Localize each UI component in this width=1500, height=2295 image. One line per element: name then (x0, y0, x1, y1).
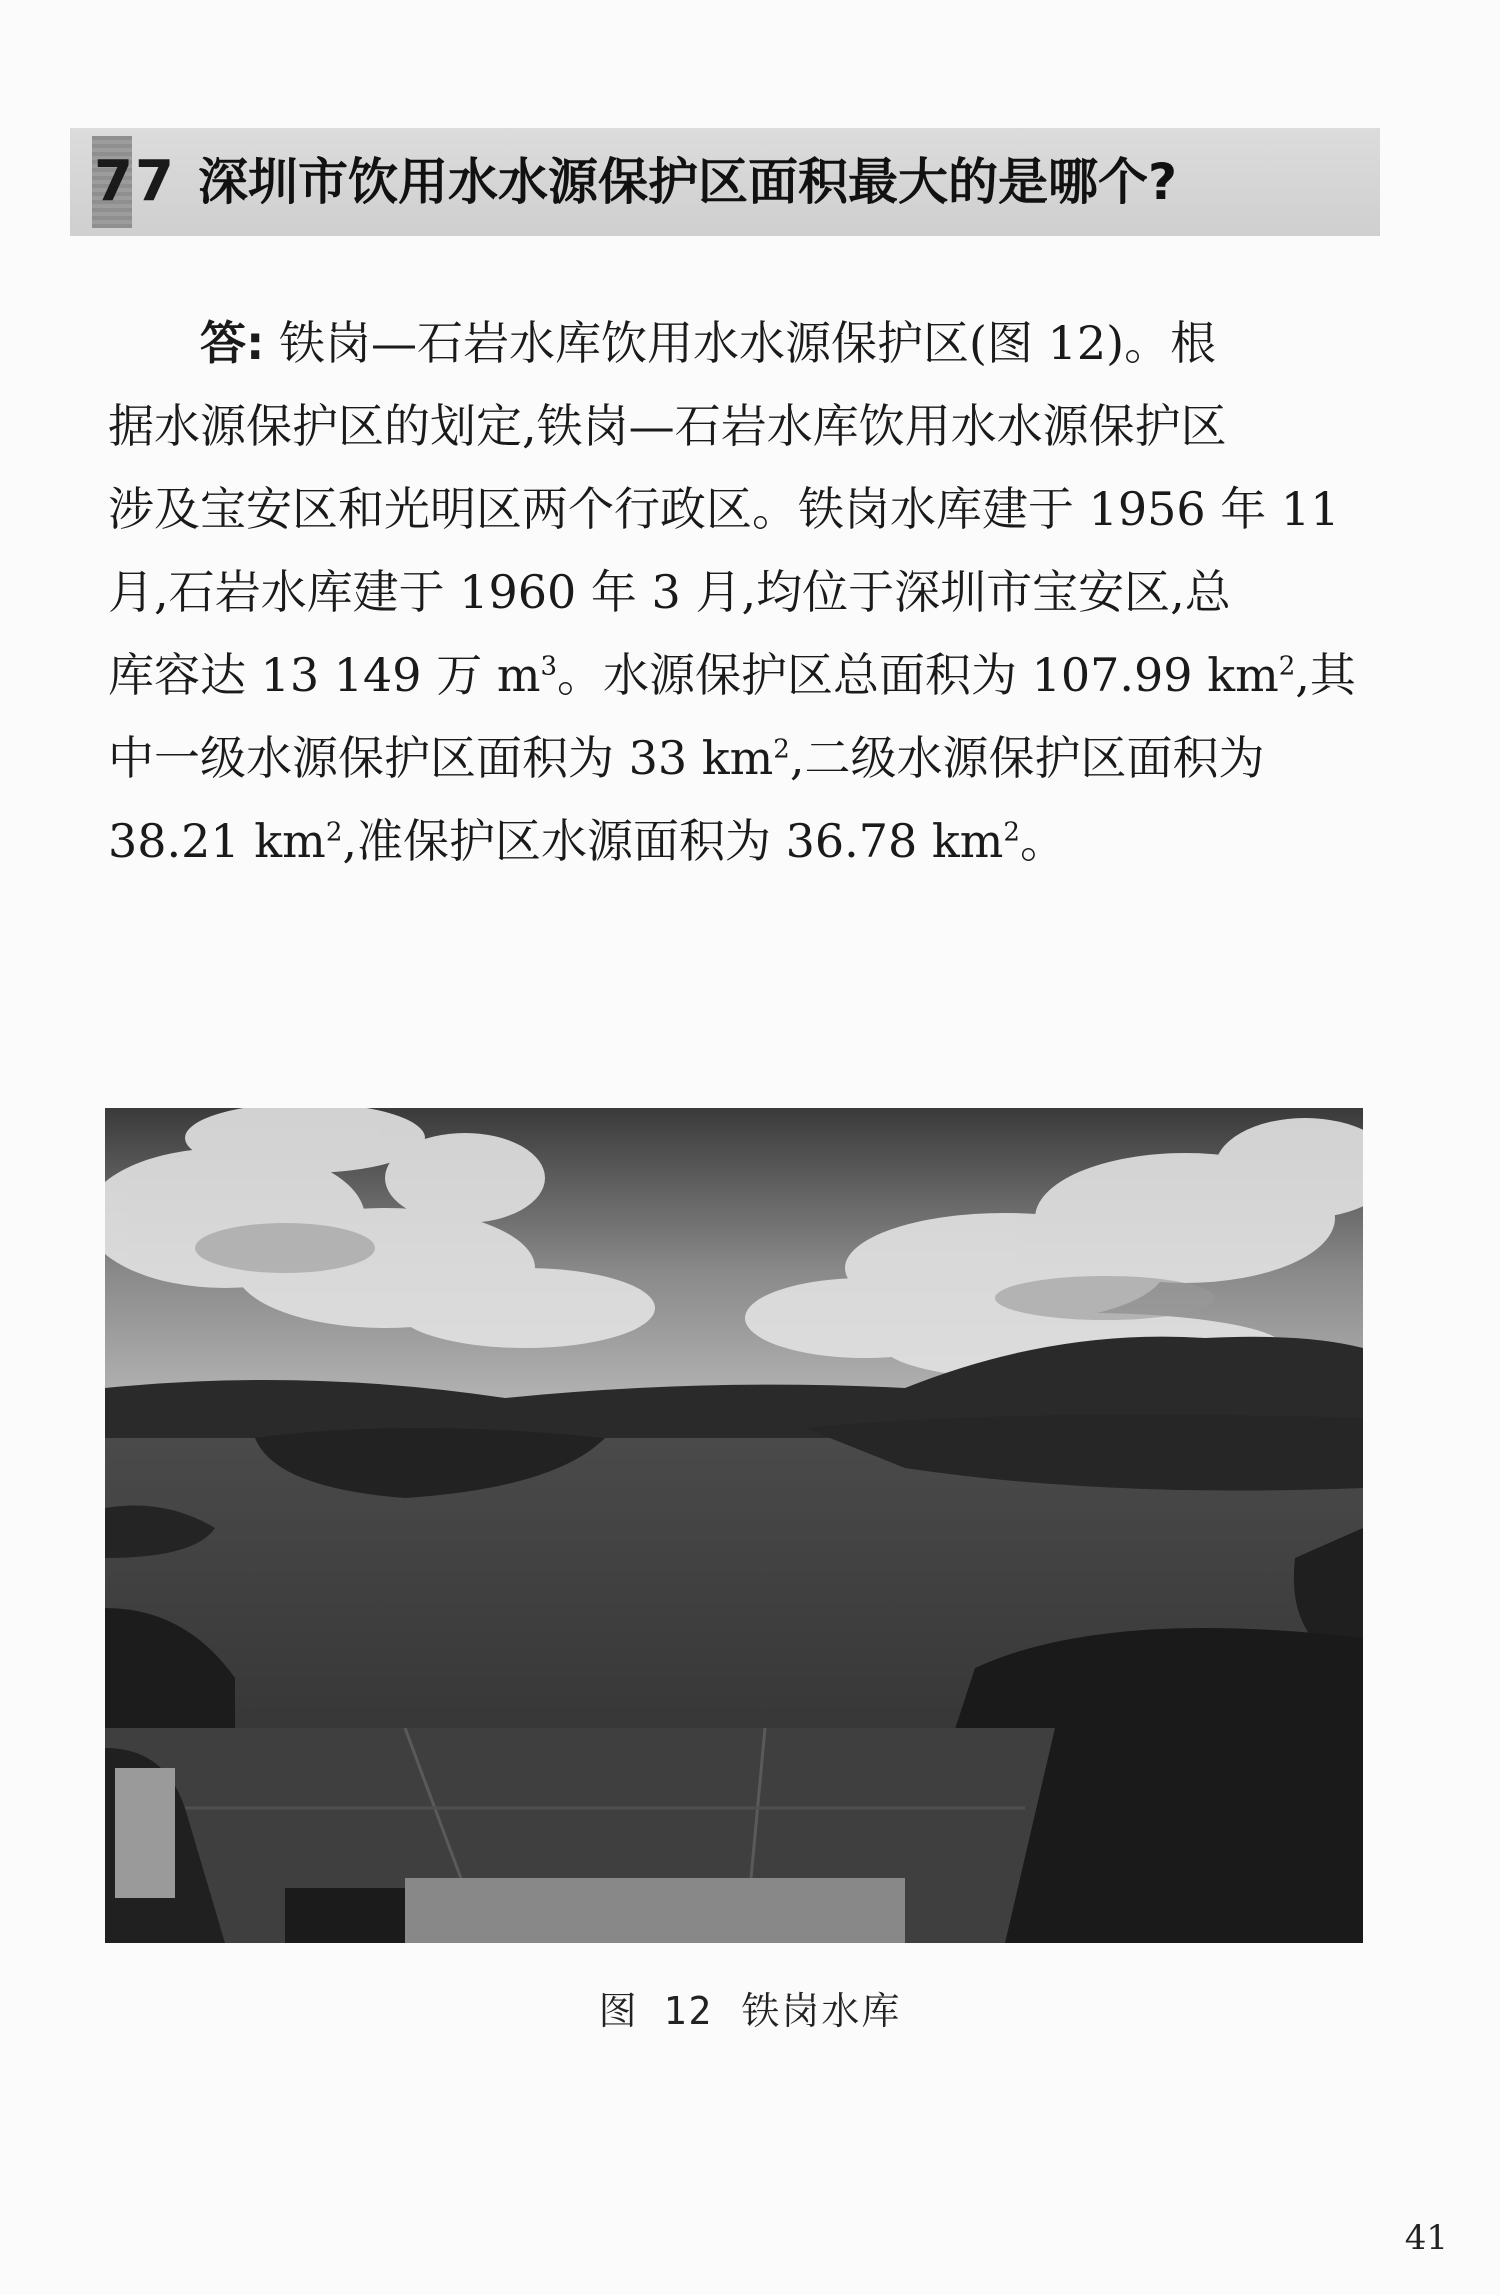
answer-lead: 答: (200, 316, 265, 370)
answer-line-1: 答: 铁岗—石岩水库饮用水水源保护区(图 12)。根 (200, 316, 1217, 370)
question-number: 77 (94, 149, 176, 214)
question-header (70, 128, 1380, 236)
answer-line-6: 中一级水源保护区面积为 33 $km^2$,二级水源保护区面积为 (108, 731, 1265, 785)
answer-line-7: 38.21 $km^2$,准保护区水源面积为 36.78 $km^2$。 (108, 814, 1066, 868)
reservoir-photo (105, 1108, 1363, 1943)
answer-line-2: 据水源保护区的划定,铁岗—石岩水库饮用水水源保护区 (108, 399, 1227, 453)
answer-line-3: 涉及宝安区和光明区两个行政区。铁岗水库建于 1956 年 11 (108, 482, 1340, 536)
figure-title: 铁岗水库 (741, 1989, 902, 2033)
reservoir-photo-drawing (105, 1108, 1363, 1943)
figure-label: 图 12 (598, 1989, 714, 2033)
answer-paragraph (108, 302, 1360, 883)
answer-line-4: 月,石岩水库建于 1960 年 3 月,均位于深圳市宝安区,总 (108, 565, 1231, 619)
answer-line-5: 库容达 13 149 万 $m^3$。水源保护区总面积为 107.99 $km^2$,其 (108, 648, 1356, 702)
figure-caption (0, 1980, 1500, 2035)
page-number: 41 (1404, 2218, 1448, 2258)
question-title: 深圳市饮用水水源保护区面积最大的是哪个? (198, 153, 1178, 211)
